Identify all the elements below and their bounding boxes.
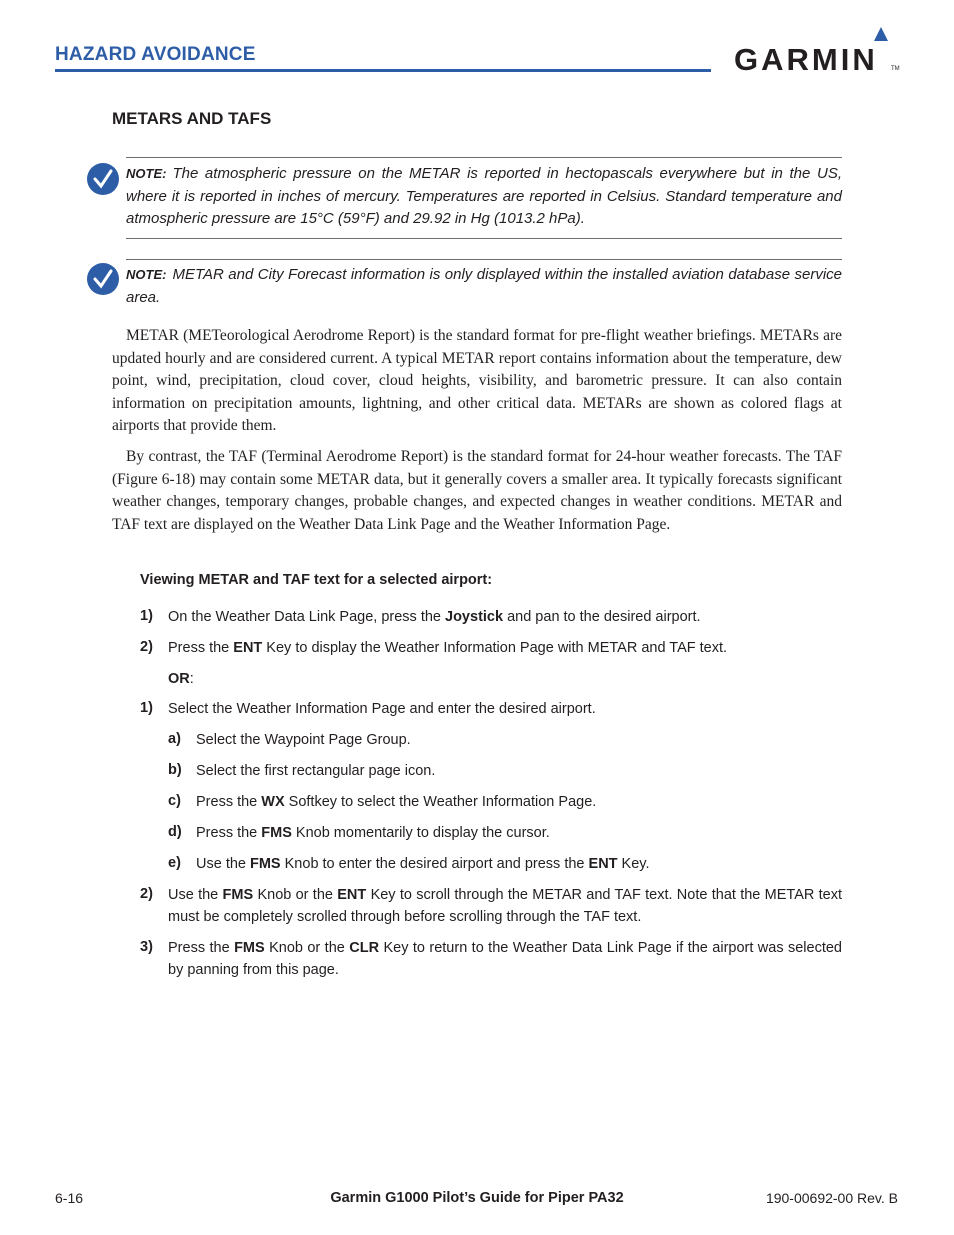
step-number: 1) [140,700,153,716]
step-text: Use the FMS Knob or the ENT Key to scroll through the METAR and TAF text. Note that the METAR text must be completely scrolled through before scrolling through the TAF text. [168,887,843,925]
logo-trademark: TM [891,66,900,72]
body-paragraph: METAR (METeorological Aerodrome Report) is the standard format for pre-flight weather briefings. METARs are updated hourly and are considered current. A typical METAR report contains information about the temperature, dew point, wind, precipitation, cloud cover, cloud heights, visibility, and barometric pressure. It can also contain information on precipitation amounts, lightning, and other critical data. METARs are shown as colored flags at airports that provide them. [112,327,842,434]
step-text: Select the Waypoint Page Group. [196,732,411,748]
step-text: Select the first rectangular page icon. [196,763,436,779]
body-paragraph: By contrast, the TAF (Terminal Aerodrome Report) is the standard format for 24-hour weather forecasts. The TAF (Figure 6-18) may contain some METAR data, but it generally covers a smaller area. It typically forecasts significant weather changes, temporary changes, probable changes, and expected changes in weather conditions. METAR and TAF text are displayed on the Weather Data Link Page and the Weather Information Page. [112,448,842,533]
step-number: 2) [140,886,153,902]
note-top-rule [126,157,842,158]
note-top-rule [126,259,842,260]
note-check-icon [86,262,120,296]
step-letter: b) [168,762,182,778]
note-text: METAR and City Forecast information is only displayed within the installed aviation database service area. [126,266,842,306]
note-text: The atmospheric pressure on the METAR is reported in hectopascals everywhere but in the US, where it is reported in inches of mercury. Temperatures are reported in Celsius. Standard temperature and atmospheric pressure are 15°C (59°F) and 29.92 in Hg (1013.2 hPa). [126,165,842,227]
step-text: Press the ENT Key to display the Weather Information Page with METAR and TAF text. [168,640,728,656]
section-header: HAZARD AVOIDANCE [55,44,256,65]
step-text: Select the Weather Information Page and enter the desired airport. [168,701,596,717]
step-text: Press the WX Softkey to select the Weather Information Page. [196,794,597,810]
note-check-icon [86,162,120,196]
procedure-title: Viewing METAR and TAF text for a selected airport: [140,572,493,588]
logo-wordmark: GARMIN [734,42,878,77]
step-text: Use the FMS Knob to enter the desired airport and press the ENT Key. [196,856,650,872]
step-letter: e) [168,855,181,871]
step-letter: c) [168,793,181,809]
step-number: 2) [140,639,153,655]
note-label: NOTE: [126,166,167,181]
step-text: On the Weather Data Link Page, press the Joystick and pan to the desired airport. [168,609,701,625]
step-letter: d) [168,824,182,840]
section-title: METARS AND TAFS [112,109,272,128]
step-number: 1) [140,608,153,624]
page-number: 6-16 [55,1190,84,1206]
step-text: Press the FMS Knob or the CLR Key to return to the Weather Data Link Page if the airport was selected by panning from this page. [168,940,843,978]
or-separator: OR: [168,671,194,687]
note-label: NOTE: [126,267,167,282]
step-letter: a) [168,731,181,747]
document-number: 190-00692-00 Rev. B [765,1190,898,1206]
footer-title: Garmin G1000 Pilot’s Guide for Piper PA32 [330,1190,624,1206]
logo-triangle-icon [873,26,889,42]
header-rule [55,69,711,72]
note-bottom-rule [126,238,842,239]
note-2 [126,264,842,309]
garmin-logo [734,26,902,78]
step-number: 3) [140,939,153,955]
note-1 [126,163,842,231]
step-text: Press the FMS Knob momentarily to display the cursor. [196,825,550,841]
